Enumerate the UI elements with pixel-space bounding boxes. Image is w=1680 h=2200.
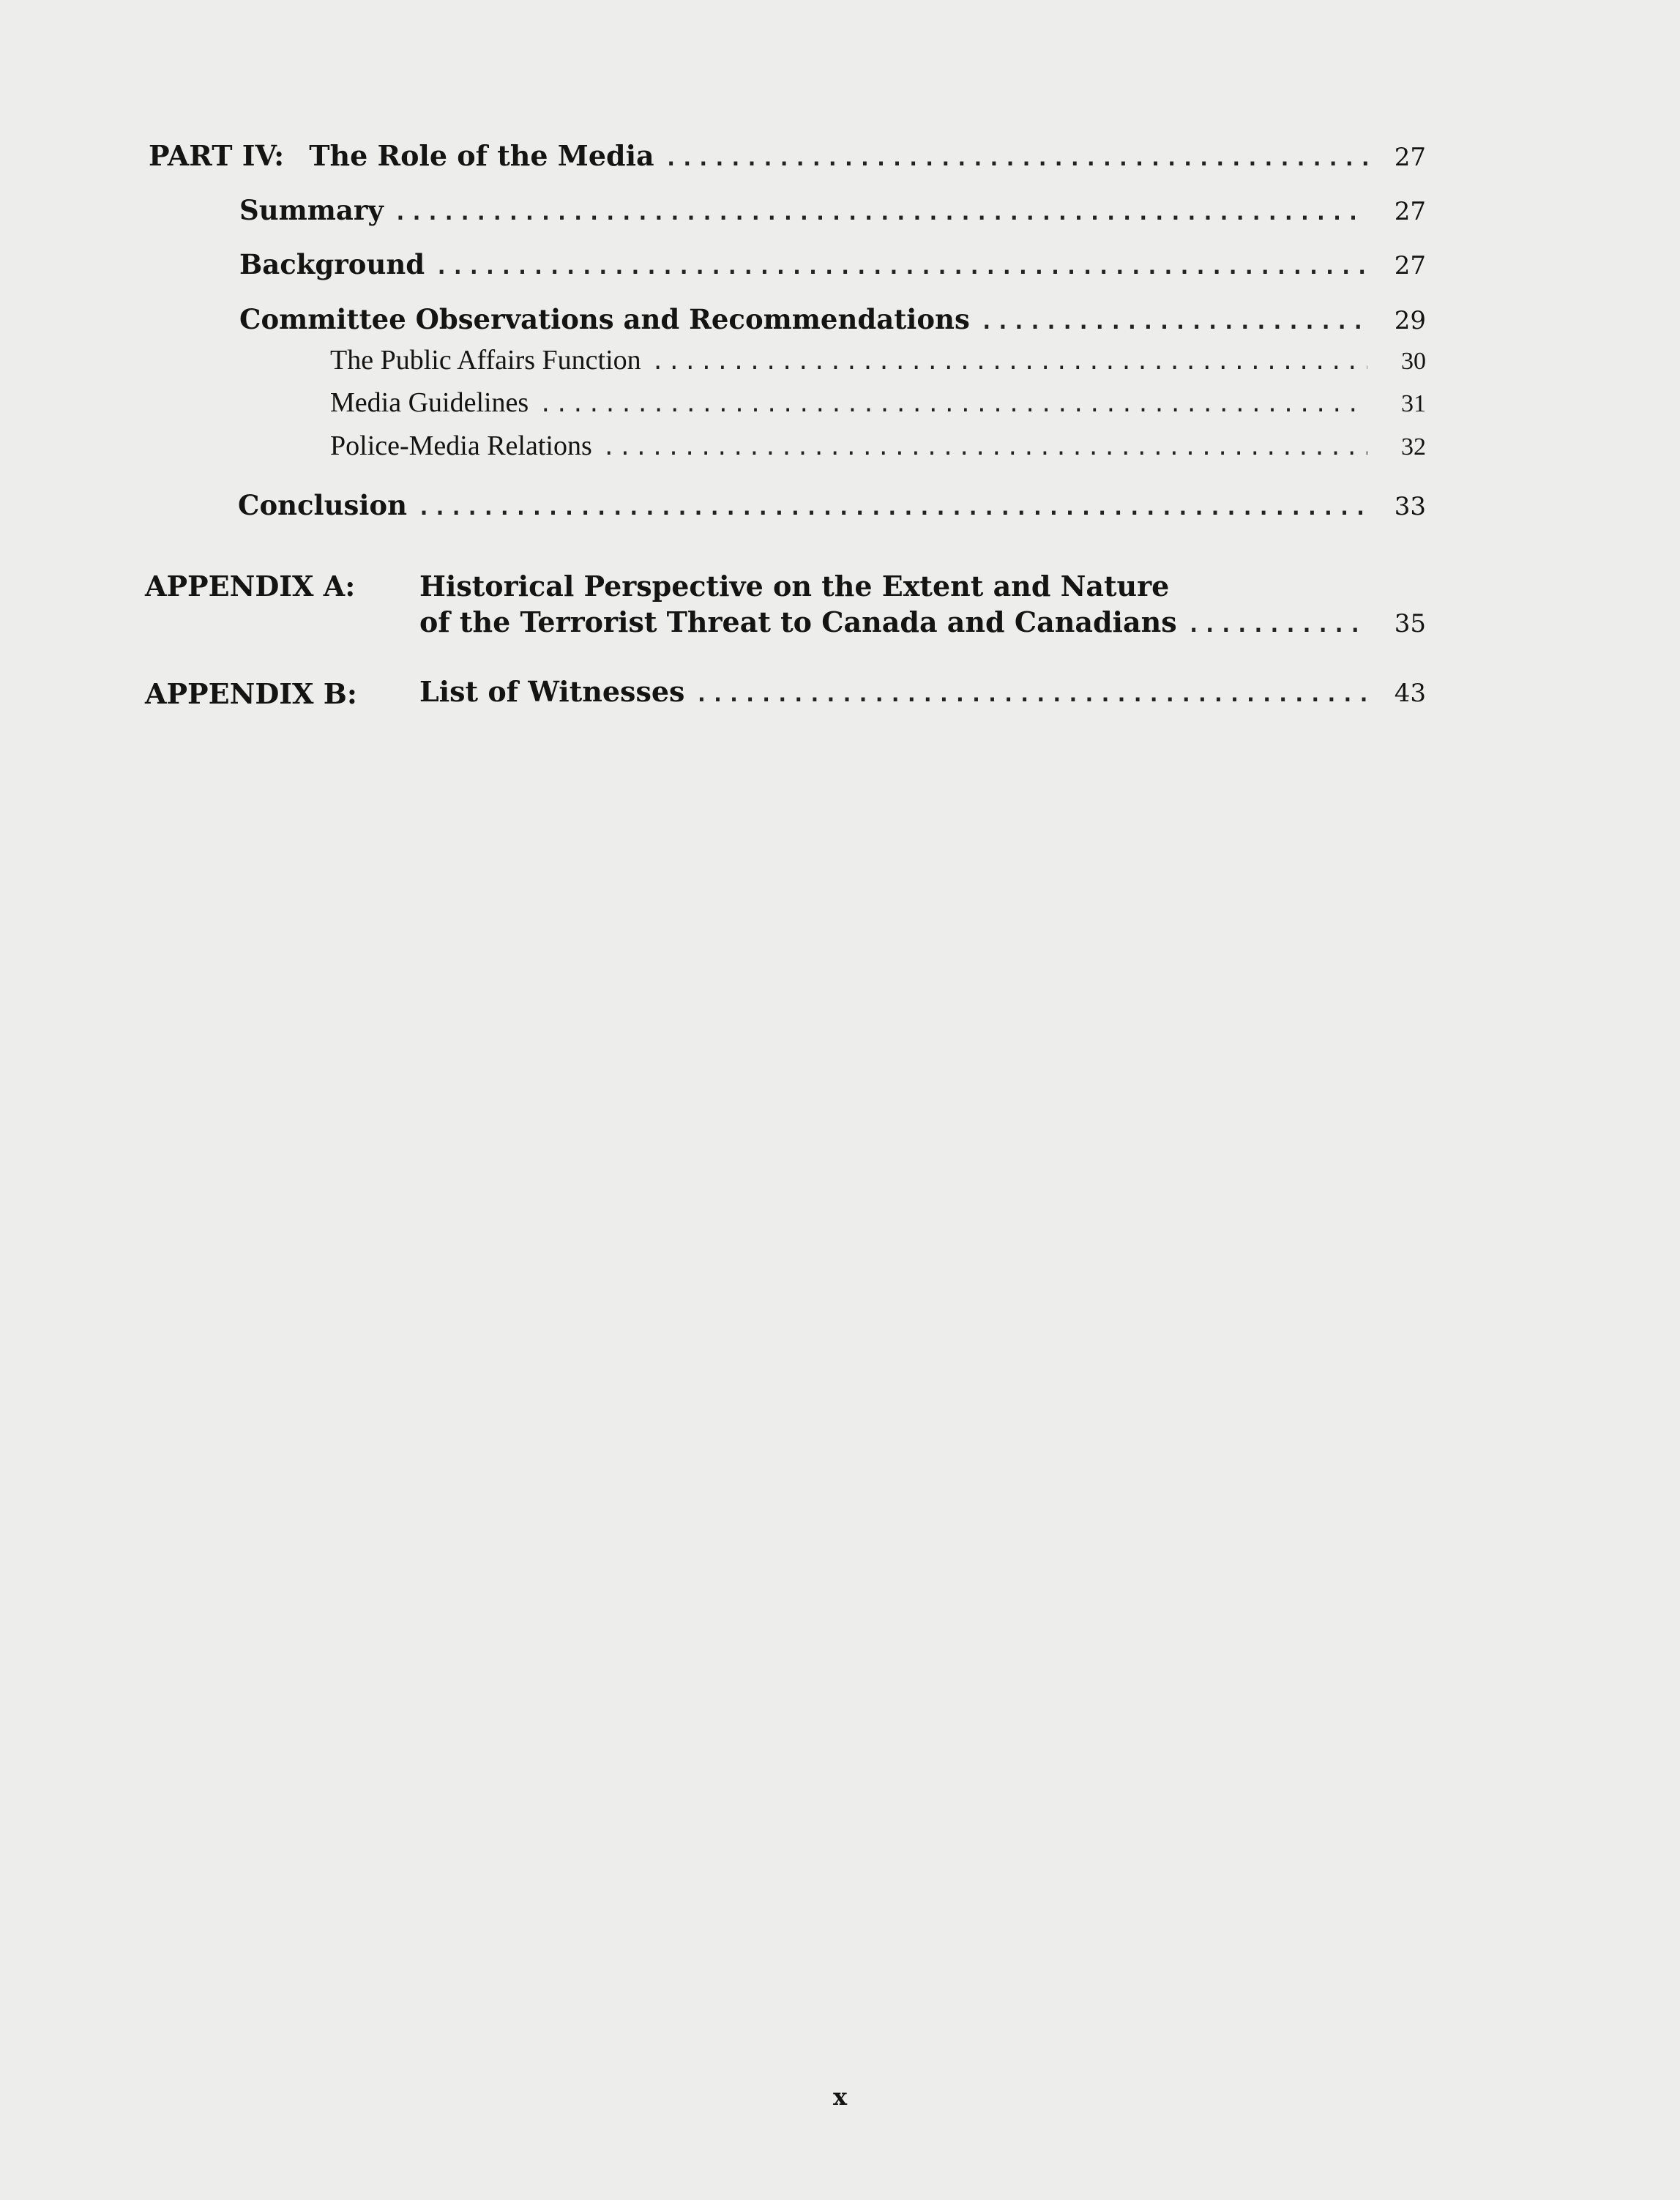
dot-leader	[695, 682, 1367, 707]
appendix-b-prefix: APPENDIX B:	[145, 677, 357, 710]
toc-entry-background[interactable]	[239, 248, 1426, 280]
toc-entry-label: Police-Media Relations	[330, 430, 592, 461]
dot-leader	[652, 349, 1367, 375]
toc-entry-appendix-b[interactable]	[419, 675, 1426, 708]
toc-entry-part-iv[interactable]	[149, 139, 1426, 172]
toc-entry-summary[interactable]	[239, 194, 1426, 226]
page-number: 30	[1401, 348, 1426, 375]
page-number: 27	[1394, 143, 1426, 172]
appendix-a-prefix: APPENDIX A:	[145, 570, 356, 603]
dot-leader	[394, 200, 1367, 225]
toc-entry-label: Conclusion	[238, 489, 407, 521]
toc-entry-label: Background	[239, 248, 425, 280]
page-number: 27	[1394, 197, 1426, 226]
page-number: 33	[1394, 492, 1426, 521]
page-number: 27	[1394, 251, 1426, 280]
part-prefix: PART IV:	[149, 139, 285, 172]
appendix-a-title-line2: of the Terrorist Threat to Canada and Canadians	[419, 605, 1177, 638]
page-number: 29	[1394, 306, 1426, 335]
dot-leader	[1187, 612, 1367, 638]
toc-entry-label: Committee Observations and Recommendations	[239, 303, 970, 335]
toc-entry-label	[149, 139, 654, 172]
toc-entry-committee-observations[interactable]	[239, 303, 1426, 335]
dot-leader	[980, 309, 1367, 335]
dot-leader	[417, 495, 1367, 521]
page-number: 32	[1401, 433, 1426, 460]
toc-entry-label: The Public Affairs Function	[330, 345, 641, 376]
page-number: 31	[1401, 390, 1426, 417]
dot-leader	[539, 392, 1367, 417]
dot-leader	[665, 146, 1367, 171]
toc-entry-public-affairs-function[interactable]	[330, 344, 1426, 376]
toc-entry-appendix-a[interactable]	[419, 605, 1426, 638]
dot-leader	[435, 254, 1367, 280]
appendix-a-title-line1[interactable]: Historical Perspective on the Extent and Nature	[419, 570, 1170, 603]
toc-entry-label: Media Guidelines	[330, 387, 529, 418]
toc-entry-police-media-relations[interactable]	[330, 430, 1426, 462]
dot-leader	[602, 435, 1367, 460]
part-title: The Role of the Media	[309, 139, 654, 172]
toc-entry-media-guidelines[interactable]	[330, 387, 1426, 419]
page-number: 35	[1394, 609, 1426, 638]
appendix-b-title: List of Witnesses	[419, 675, 685, 708]
page-footer-number: x	[832, 2083, 848, 2111]
page-number: 43	[1394, 679, 1426, 708]
toc-entry-label: Summary	[239, 194, 384, 226]
toc-entry-conclusion[interactable]	[238, 489, 1426, 521]
